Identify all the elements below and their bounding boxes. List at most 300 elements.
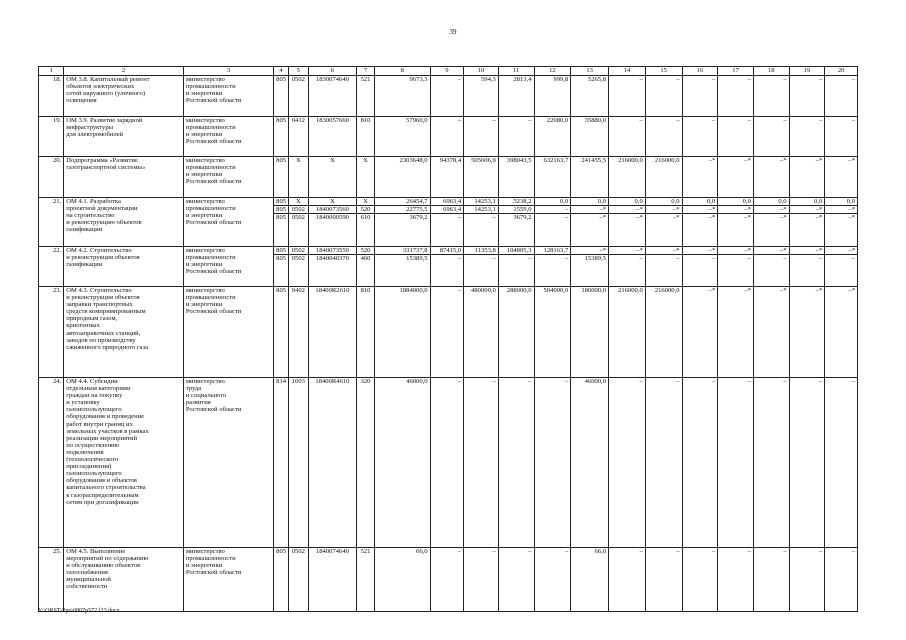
cell-value: 805	[276, 117, 287, 124]
amount-cell	[718, 157, 754, 198]
cell-value: 805	[276, 198, 287, 205]
table-row	[39, 117, 858, 157]
amount-cell	[718, 76, 754, 117]
cell-value: 26454,7	[406, 198, 428, 205]
cell-value: 0,0	[778, 198, 787, 205]
cell-value: –	[492, 117, 496, 124]
amount-cell	[609, 117, 646, 157]
amount-cell	[609, 247, 646, 287]
amount-cell	[571, 76, 609, 117]
amount-cell	[430, 548, 464, 612]
amount-cell	[374, 287, 430, 378]
measure-name: ОМ 4.1. Разработка проектной документации на строительство и реконструкцию объектов газификации	[64, 198, 184, 247]
amount-cell	[682, 76, 718, 117]
cell-value: –	[639, 548, 643, 555]
table-row	[39, 287, 858, 378]
cell-value: 2813,4	[513, 76, 532, 83]
cell-value: –*	[744, 157, 751, 164]
amount-cell	[534, 198, 571, 247]
cell-value: 0,0	[846, 198, 855, 205]
cell-value: –	[464, 254, 498, 262]
cell-value: 0,0	[560, 198, 569, 205]
table-row	[39, 76, 858, 117]
cell-value: –	[819, 378, 823, 385]
budget-code-cell	[288, 117, 308, 157]
measure-name: ОМ 3.9. Развитие зарядной инфраструктуры для электромобилей	[64, 117, 184, 157]
executor: министерство промышленности и энергетики Ростовской области	[183, 548, 273, 612]
row-number: 24.	[39, 378, 64, 548]
budget-code-cell	[274, 287, 289, 378]
amount-cell	[430, 287, 464, 378]
cell-value: Х	[363, 157, 368, 164]
cell-value: –	[535, 205, 571, 213]
amount-cell	[718, 548, 754, 612]
amount-cell	[534, 548, 571, 612]
cell-value: –	[819, 117, 823, 124]
cell-value: 0502	[289, 213, 308, 221]
amount-cell	[609, 198, 646, 247]
amount-cell	[789, 76, 825, 117]
amount-cell	[498, 548, 534, 612]
cell-value: 3679,2	[499, 213, 534, 221]
cell-value: 22080,0	[546, 117, 569, 124]
cell-value: –*	[672, 247, 680, 254]
cell-value: 505606,9	[471, 157, 496, 164]
cell-value: –*	[780, 287, 787, 294]
cell-value: 331737,8	[402, 247, 428, 254]
cell-value: –	[711, 76, 716, 83]
cell-value: –*	[718, 213, 753, 221]
cell-value: Х	[363, 198, 368, 205]
cell-value: –	[783, 117, 787, 124]
amount-cell	[534, 287, 571, 378]
cell-value: –*	[708, 157, 716, 164]
cell-value: Х	[295, 198, 301, 205]
amount-cell	[430, 157, 464, 198]
cell-value: 18400R4610	[315, 378, 350, 385]
budget-code-cell	[308, 117, 356, 157]
budget-code-cell	[274, 198, 289, 247]
cell-value: –	[528, 548, 532, 555]
amount-cell	[374, 157, 430, 198]
measure-name: ОМ 4.5. Выполнение мероприятий по содержанию и обслуживанию объектов газоснабжения муниципальной собственности	[64, 548, 184, 612]
executor: министерство промышленности и энергетики Ростовской области	[183, 117, 273, 157]
column-number: 16	[682, 67, 718, 76]
amount-cell	[753, 247, 789, 287]
amount-cell	[464, 157, 499, 198]
amount-cell	[789, 548, 825, 612]
budget-code-cell	[274, 378, 289, 548]
executor: министерство промышленности и энергетики Ростовской области	[183, 287, 273, 378]
cell-value: –	[754, 254, 789, 262]
amount-cell	[571, 378, 609, 548]
cell-value: 1884000,0	[399, 287, 428, 294]
cell-value: 632163,7	[543, 157, 569, 164]
amount-cell	[374, 548, 430, 612]
measure-name: ОМ 4.2. Строительство и реконструкция объектов газификации	[64, 247, 184, 287]
cell-value: 22775,5	[375, 205, 430, 213]
cell-value: –*	[571, 213, 608, 221]
budget-code-cell	[308, 287, 356, 378]
budget-code-cell	[357, 117, 375, 157]
cell-value: 814	[276, 378, 287, 385]
cell-value: –	[457, 378, 462, 385]
cell-value: 5265,8	[587, 76, 607, 83]
cell-value: –*	[790, 213, 825, 221]
amount-cell	[374, 117, 430, 157]
budget-code-cell	[357, 548, 375, 612]
cell-value: 94378,4	[439, 157, 462, 164]
column-number: 6	[308, 67, 356, 76]
cell-value: –	[711, 117, 716, 124]
table-body	[39, 76, 858, 612]
amount-cell	[789, 198, 825, 247]
amount-cell	[645, 548, 682, 612]
cell-value: –*	[815, 157, 823, 164]
amount-cell	[571, 198, 609, 247]
cell-value: –	[535, 213, 571, 221]
executor: министерство промышленности и энергетики Ростовской области	[183, 198, 273, 247]
cell-value: –	[825, 254, 857, 262]
cell-value: 241455,5	[581, 157, 607, 164]
executor: министерство промышленности и энергетики Ростовской области	[183, 76, 273, 117]
cell-value: 1830074640	[315, 76, 349, 83]
budget-code-cell	[308, 247, 356, 287]
cell-value: 805	[276, 206, 287, 214]
cell-value: 14253,1	[464, 205, 498, 213]
amount-cell	[789, 247, 825, 287]
amount-cell	[718, 117, 754, 157]
cell-value: –*	[825, 213, 857, 221]
cell-value: 805	[276, 157, 287, 164]
cell-value: 805	[276, 76, 287, 83]
row-number: 25.	[39, 548, 64, 612]
amount-cell	[682, 378, 718, 548]
amount-cell	[753, 378, 789, 548]
cell-value: –*	[848, 287, 855, 294]
budget-code-cell	[357, 247, 375, 287]
cell-value: 57960,0	[406, 117, 428, 124]
executor: министерство труда и социального развития Ростовской области	[183, 378, 273, 548]
column-number: 15	[645, 67, 682, 76]
amount-cell	[464, 287, 499, 378]
cell-value: –*	[848, 157, 855, 164]
cell-value: –	[564, 548, 569, 555]
column-number: 17	[718, 67, 754, 76]
cell-value: –	[783, 76, 787, 83]
budget-code-cell	[274, 76, 289, 117]
executor: министерство промышленности и энергетики Ростовской области	[183, 247, 273, 287]
amount-cell	[571, 287, 609, 378]
amount-cell	[534, 117, 571, 157]
row-number: 21.	[39, 198, 64, 247]
cell-value: –	[819, 76, 823, 83]
amount-cell	[682, 157, 718, 198]
budget-code-cell	[357, 287, 375, 378]
page-number: 39	[449, 28, 457, 36]
cell-value: –*	[825, 205, 857, 213]
amount-cell	[718, 378, 754, 548]
amount-cell	[374, 76, 430, 117]
cell-value: 610	[357, 213, 374, 221]
column-number: 10	[464, 67, 499, 76]
cell-value: Х	[330, 198, 335, 205]
cell-value: –	[790, 254, 825, 262]
amount-cell	[374, 378, 430, 548]
amount-cell	[609, 287, 646, 378]
table-row	[39, 548, 858, 612]
amount-cell	[430, 198, 464, 247]
amount-cell	[534, 76, 571, 117]
amount-cell	[430, 247, 464, 287]
cell-value: 0,0	[814, 198, 823, 205]
amount-cell	[718, 247, 754, 287]
cell-value: 288000,0	[506, 287, 532, 294]
row-number: 20.	[39, 157, 64, 198]
cell-value: 1840000590	[309, 213, 356, 221]
cell-value: –	[639, 76, 643, 83]
cell-value: 1840073550	[315, 247, 349, 254]
amount-cell	[645, 198, 682, 247]
cell-value: 0502	[289, 205, 308, 213]
cell-value: –	[499, 254, 534, 262]
amount-cell	[498, 247, 534, 287]
cell-value: –	[851, 76, 855, 83]
cell-value: –*	[780, 247, 787, 254]
amount-cell	[374, 247, 430, 287]
budget-code-cell	[357, 76, 375, 117]
budget-code-cell	[274, 157, 289, 198]
cell-value: 46000,0	[584, 378, 607, 385]
cell-value: 180000,0	[581, 287, 607, 294]
column-number: 7	[357, 67, 375, 76]
cell-value: –*	[815, 287, 823, 294]
budget-code-cell	[308, 548, 356, 612]
amount-cell	[609, 378, 646, 548]
cell-value: –	[457, 117, 462, 124]
amount-cell	[645, 287, 682, 378]
cell-value: –	[492, 548, 496, 555]
amount-cell	[825, 76, 858, 117]
cell-value: 104805,3	[506, 247, 532, 254]
cell-value: 398043,5	[506, 157, 532, 164]
amount-cell	[571, 247, 609, 287]
amount-cell	[825, 157, 858, 198]
executor: министерство промышленности и энергетики Ростовской области	[183, 157, 273, 198]
cell-value: –	[676, 117, 680, 124]
cell-value: 216000,0	[654, 287, 680, 294]
amount-cell	[825, 548, 858, 612]
cell-value: –	[783, 548, 787, 555]
cell-value: –	[747, 117, 751, 124]
cell-value: 810	[360, 287, 371, 294]
budget-code-cell	[308, 76, 356, 117]
column-number: 9	[430, 67, 464, 76]
cell-value: 9673,3	[409, 76, 428, 83]
cell-value: 35880,0	[584, 117, 607, 124]
cell-value: –	[528, 378, 532, 385]
budget-code-cell	[288, 548, 308, 612]
cell-value: 0502	[291, 548, 305, 555]
cell-value: –	[711, 548, 716, 555]
cell-value: 18400R2610	[315, 287, 350, 294]
amount-cell	[430, 117, 464, 157]
amount-cell	[534, 378, 571, 548]
amount-cell	[464, 247, 499, 287]
table-row	[39, 247, 858, 287]
measure-name: ОМ 3.8. Капитальный ремонт объектов электрических сетей наружного (уличного) освещения	[64, 76, 184, 117]
amount-cell	[430, 76, 464, 117]
cell-value: 216000,0	[618, 287, 643, 294]
amount-cell	[789, 287, 825, 378]
amount-cell	[498, 378, 534, 548]
cell-value: –*	[571, 205, 608, 213]
amount-cell	[534, 157, 571, 198]
cell-value: –*	[815, 247, 823, 254]
amount-cell	[430, 378, 464, 548]
column-number: 5	[288, 67, 308, 76]
cell-value: 15389,5	[571, 254, 608, 262]
row-number: 18.	[39, 76, 64, 117]
cell-value: 0502	[289, 254, 308, 262]
amount-cell	[464, 548, 499, 612]
cell-value: 1840073560	[309, 205, 356, 213]
cell-value: 320	[360, 378, 371, 385]
budget-code-cell	[288, 198, 308, 247]
cell-value: –	[457, 76, 462, 83]
amount-cell	[645, 117, 682, 157]
cell-value: 11353,8	[474, 247, 496, 254]
cell-value: –	[564, 378, 569, 385]
amount-cell	[609, 157, 646, 198]
cell-value: –	[747, 548, 751, 555]
amount-cell	[571, 157, 609, 198]
column-number: 11	[498, 67, 534, 76]
cell-value: 66,0	[594, 548, 607, 555]
cell-value: –*	[708, 247, 716, 254]
column-number: 18	[753, 67, 789, 76]
budget-code-cell	[288, 378, 308, 548]
budget-code-cell	[288, 287, 308, 378]
budget-code-cell	[288, 76, 308, 117]
cell-value: 15389,5	[375, 254, 430, 262]
cell-value: 810	[360, 117, 371, 124]
cell-value: –*	[599, 247, 607, 254]
table-row	[39, 198, 858, 247]
column-number: 19	[789, 67, 825, 76]
budget-code-cell	[357, 378, 375, 548]
column-number: 4	[274, 67, 289, 76]
budget-code-cell	[274, 117, 289, 157]
budget-code-cell	[357, 157, 375, 198]
amount-cell	[789, 378, 825, 548]
amount-cell	[753, 548, 789, 612]
cell-value: –*	[780, 157, 787, 164]
cell-value: –*	[754, 205, 789, 213]
column-number: 14	[609, 67, 646, 76]
amount-cell	[464, 378, 499, 548]
amount-cell	[571, 117, 609, 157]
amount-cell	[498, 198, 534, 247]
amount-cell	[498, 76, 534, 117]
row-number: 19.	[39, 117, 64, 157]
cell-value: 805	[276, 247, 287, 254]
cell-value: –	[683, 254, 718, 262]
cell-value: –	[431, 213, 464, 221]
cell-value: 0502	[291, 247, 305, 254]
cell-value: 14253,1	[474, 198, 496, 205]
cell-value: –	[819, 548, 823, 555]
budget-code-cell	[308, 198, 356, 247]
amount-cell	[825, 287, 858, 378]
amount-cell	[464, 117, 499, 157]
budget-code-cell	[288, 247, 308, 287]
cell-value: 805	[276, 287, 287, 294]
amount-cell	[498, 117, 534, 157]
amount-cell	[825, 117, 858, 157]
amount-cell	[825, 378, 858, 548]
column-number: 12	[534, 67, 571, 76]
cell-value: –	[639, 378, 643, 385]
cell-value: –	[535, 254, 571, 262]
row-number: 22.	[39, 247, 64, 287]
cell-value: 460	[357, 254, 374, 262]
cell-value: 0,0	[597, 198, 607, 205]
amount-cell	[645, 378, 682, 548]
cell-value: 1830057660	[315, 117, 349, 124]
measure-name: ОМ 4.3. Строительство и реконструкция объектов заправки транспортных средств компримированным природным газом, криогенных автозаправочных станций, заводов по производству сжиженного природного газа	[64, 287, 184, 378]
cell-value: –	[676, 548, 680, 555]
cell-value: –	[528, 117, 532, 124]
amount-cell	[571, 548, 609, 612]
cell-value: 216000,0	[618, 157, 643, 164]
amount-cell	[753, 117, 789, 157]
cell-value: 0,0	[706, 198, 716, 205]
cell-value: 3679,2	[375, 213, 430, 221]
amount-cell	[498, 157, 534, 198]
amount-cell	[645, 76, 682, 117]
amount-cell	[825, 198, 858, 247]
amount-cell	[609, 76, 646, 117]
cell-value: –*	[744, 287, 751, 294]
budget-code-cell	[274, 247, 289, 287]
table-row	[39, 378, 858, 548]
cell-value: –*	[708, 287, 716, 294]
cell-value: 128163,7	[543, 247, 569, 254]
budget-code-cell	[308, 157, 356, 198]
cell-value: –	[431, 254, 464, 262]
cell-value: 5238,2	[513, 198, 532, 205]
cell-value: 0,0	[634, 198, 643, 205]
amount-cell	[753, 157, 789, 198]
cell-value: Х	[295, 157, 301, 164]
amount-cell	[718, 198, 754, 247]
cell-value: –	[851, 117, 855, 124]
amount-cell	[682, 548, 718, 612]
cell-value: –*	[609, 205, 645, 213]
amount-cell	[609, 548, 646, 612]
cell-value: –	[639, 117, 643, 124]
cell-value: –*	[744, 247, 751, 254]
column-number: 8	[374, 67, 430, 76]
cell-value: 805	[276, 214, 287, 222]
amount-cell	[718, 287, 754, 378]
cell-value: –	[711, 378, 716, 385]
cell-value: 594,3	[480, 76, 496, 83]
cell-value: 504000,0	[543, 287, 569, 294]
amount-cell	[753, 76, 789, 117]
cell-value: 805	[276, 548, 287, 555]
